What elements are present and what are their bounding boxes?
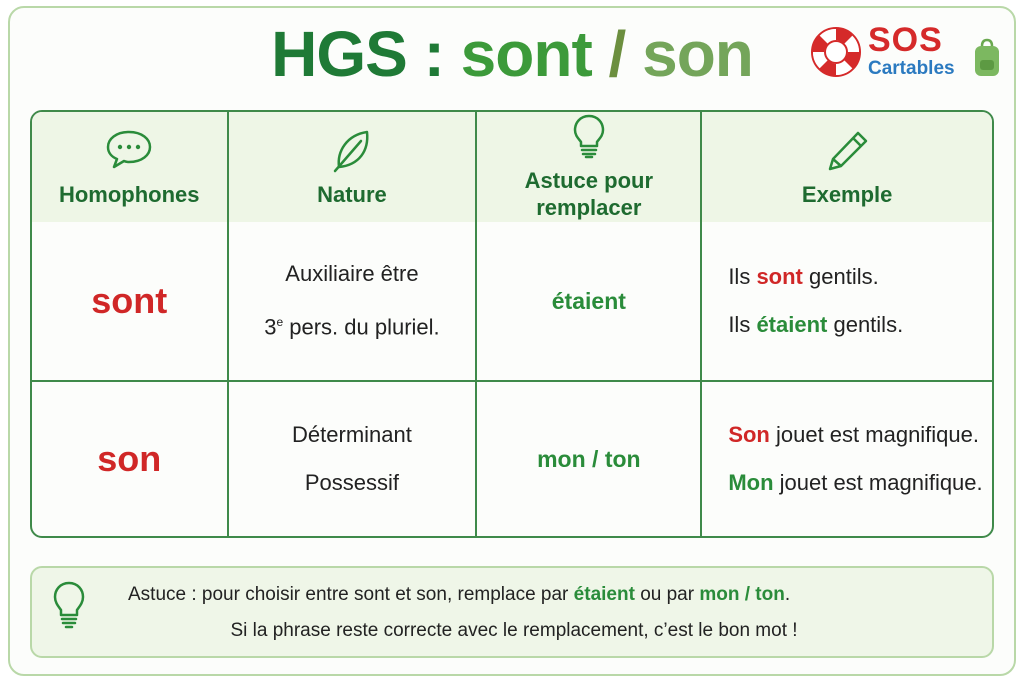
astuce-mon-ton: mon / ton — [537, 445, 641, 472]
header-nature-label: Nature — [317, 181, 387, 207]
lifebuoy-icon — [808, 24, 864, 80]
header-astuce — [477, 112, 702, 222]
header-exemple-label: Exemple — [801, 181, 893, 207]
example-line-2: Ils étaient gentils. — [728, 312, 904, 337]
nature-cell — [229, 222, 478, 382]
tip-line-2: Si la phrase reste correcte avec le remplacement, c’est le bon mot ! — [230, 620, 798, 641]
header-homophones-label: Homophones — [58, 181, 200, 207]
header-nature — [229, 112, 478, 222]
astuce-etaient: étaient — [551, 287, 626, 314]
speech-bubble-icon — [104, 127, 154, 173]
title-slash: / — [591, 18, 643, 90]
header-homophones — [32, 112, 229, 222]
homophone-cell — [32, 382, 229, 536]
table-row — [32, 382, 992, 536]
nature-line-1: Auxiliaire être — [285, 261, 419, 287]
example-line-1: Son jouet est magnifique. — [728, 422, 980, 447]
lightbulb-icon — [564, 113, 614, 159]
tip-box — [30, 566, 994, 658]
homophone-son: son — [97, 438, 162, 479]
leaf-icon — [327, 127, 377, 173]
backpack-icon — [972, 38, 1002, 78]
example-line-1: Ils sont gentils. — [728, 264, 879, 289]
tip-line-1: Astuce : pour choisir entre sont et son, remplace par étaient ou par mon / ton. — [128, 584, 791, 605]
logo-cartables-text: Cartables — [868, 58, 955, 79]
homophone-cell — [32, 222, 229, 382]
sos-cartables-logo — [808, 22, 1008, 86]
nature-cell — [229, 382, 478, 536]
nature-line-1: Déterminant — [292, 422, 412, 447]
astuce-cell — [477, 222, 702, 382]
homophone-sont: sont — [91, 280, 168, 321]
nature-line-2: Possessif — [304, 470, 400, 495]
title-hgs: HGS : — [271, 18, 461, 90]
exemple-cell — [702, 382, 992, 536]
example-line-2: Mon jouet est magnifique. — [728, 470, 983, 495]
astuce-cell — [477, 382, 702, 536]
exemple-cell — [702, 222, 992, 382]
header-astuce-label-2: remplacer — [536, 195, 642, 220]
header-astuce-label-1: Astuce pour — [524, 168, 654, 193]
nature-line-2: 3e pers. du pluriel. — [264, 314, 440, 340]
table-row — [32, 222, 992, 382]
title-sont: sont — [460, 18, 592, 90]
homophones-table — [30, 110, 994, 538]
title-son: son — [642, 18, 753, 90]
logo-sos-text: SOS — [868, 21, 943, 59]
pencil-icon — [822, 127, 872, 173]
header-exemple — [702, 112, 992, 222]
